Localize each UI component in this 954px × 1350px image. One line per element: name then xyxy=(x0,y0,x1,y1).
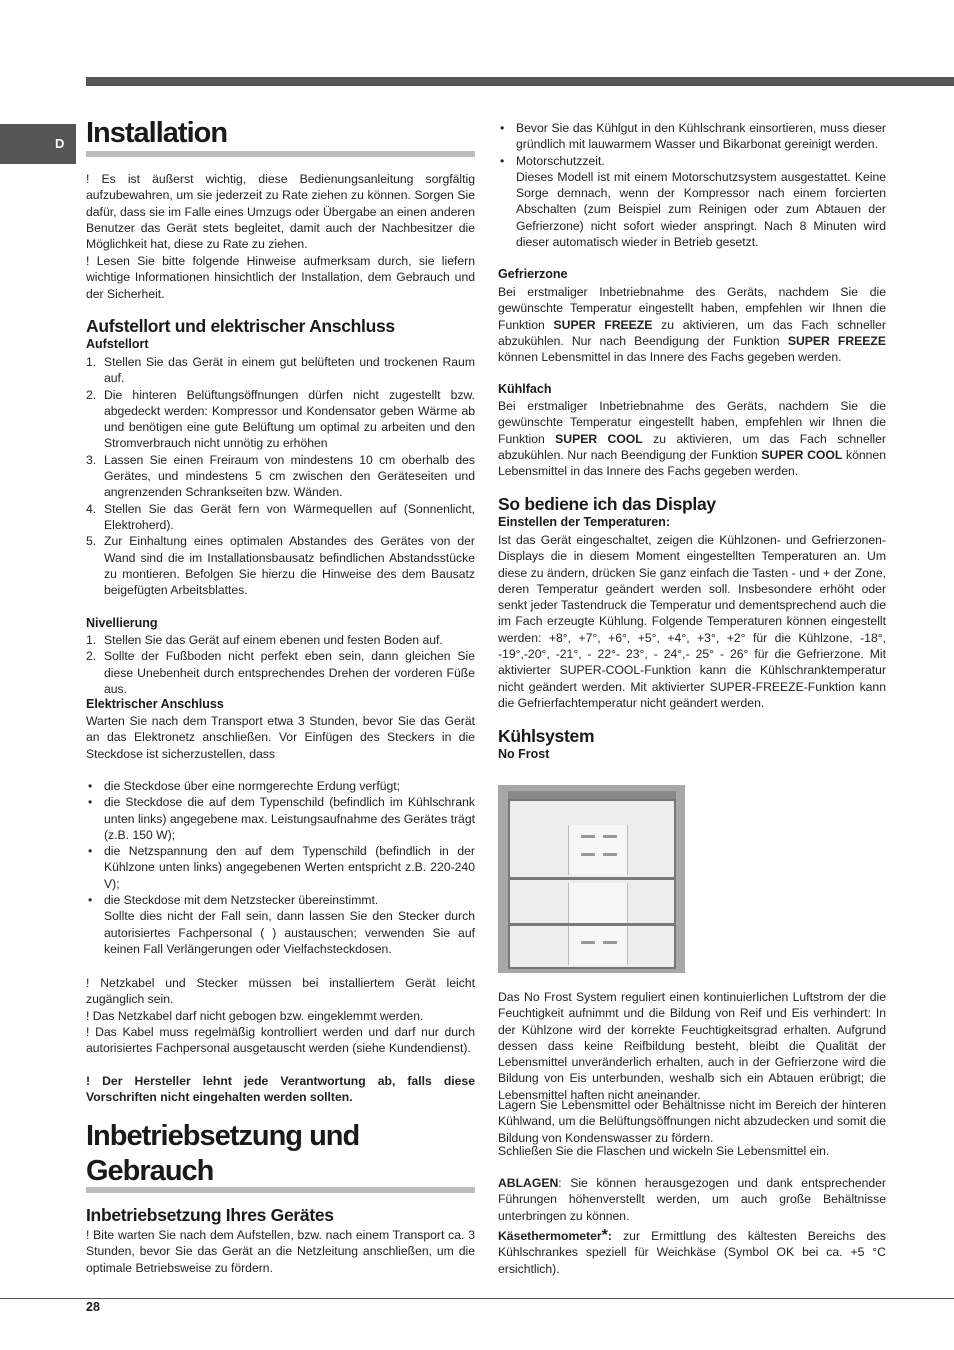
fridge-interior-illustration xyxy=(498,785,685,973)
warning-1: ! Netzkabel und Stecker müssen bei installiertem Gerät leicht zugänglich sein. xyxy=(86,976,475,1007)
shelf xyxy=(510,923,674,926)
list-item: 1. Stellen Sie das Gerät auf einem ebenen und festen Boden auf. xyxy=(86,633,443,647)
super-freeze-label: SUPER FREEZE xyxy=(553,317,653,332)
bullet-item: • Motorschutzzeit. Dieses Modell ist mit einem Motorschutzsystem ausgestattet. Keine Sorge demnach, wenn der Kompressor nach einem forcierten Abschalten (zum Beispiel zum Reinigen oder zum Abtauen der Gefrierzone) nicht sofort wieder anspringt. Nach 8 Minuten wird dieser automatisch wieder in Betrieb gesetzt. xyxy=(500,153,886,250)
nofrost-paragraph-3: Schließen Sie die Flaschen und wickeln Sie Lebensmittel ein. xyxy=(498,1144,830,1158)
warning-4: ! Der Hersteller lehnt jede Verantwortung ab, falls diese Vorschriften nicht eingehalten werden sollten. xyxy=(86,1074,475,1105)
section-heading-aufstellort: Aufstellort und elektrischer Anschluss xyxy=(86,316,395,336)
language-tab: D xyxy=(0,124,76,164)
intro-paragraph-1: ! Es ist äußerst wichtig, diese Bedienungsanleitung sorgfältig aufzubewahren, um sie jederzeit zu Rate ziehen zu können. Sorgen Sie dafür, dass sie im Falle eines Umzugs oder Übergabe an einen anderen Benutzer das Gerät stets begleitet, damit auch der Nachbesitzer die Möglichkeit hat, diese zu Rate zu ziehen. xyxy=(86,172,475,252)
temperaturen-paragraph: Ist das Gerät eingeschaltet, zeigen die Kühlzonen- und Gefrierzonen-Displays die in diesem Moment eingestellten Temperaturen an. Um diese zu ändern, drücken Sie ganz einfach die Tasten - und + der Zone, deren Temperatur geändert werden soll. Insbesondere erhöht oder senkt jeder Tastendruck die Temperatur und dementsprechend auch die im Fach erzeugte Kühlung. Folgende Temperaturen können eingestellt werden: +8°, +7°, +6°, +5°, +4°, +3°, +2° für die Kühlzone, -18°, -19°,-20°, -21°, - 22°- 23°, - 24°,- 25° - 26° für die Gefrierzone. Mit aktivierter SUPER-COOL-Funktion kann die Kühlschranktemperatur nicht geändert werden. Mit aktivierter SUPER-FREEZE-Funktion kann die Gefrierfachtemperatur nicht geändert werden. xyxy=(498,533,886,710)
aufstellort-list xyxy=(86,354,475,598)
gefrierzone-paragraph: Bei erstmaliger Inbetriebnahme des Geräts, nachdem Sie die gewünschte Temperatur eingestellt haben, empfehlen wir Ihnen die Funktion SUPER FREEZE zu aktivieren, um das Fach schneller abzukühlen. Nur nach Beendigung der Funktion SUPER FREEZE können Lebensmittel in das Innere des Fachs gegeben werden. xyxy=(498,285,886,365)
list-item: 4. Stellen Sie das Gerät fern von Wärmequellen auf (Sonnenlicht, Elektroherd). xyxy=(86,501,475,532)
title-rule-2 xyxy=(86,1187,475,1193)
bullet-item: • Bevor Sie das Kühlgut in den Kühlschrank einsortieren, muss dieser gründlich mit lauwarmem Wasser und Bikarbonat gereinigt werden. xyxy=(500,121,886,152)
bullet-item: • die Steckdose über eine normgerechte Erdung verfügt; xyxy=(88,779,401,793)
nofrost-paragraph-2: Lagern Sie Lebensmittel oder Behältnisse nicht im Bereich der hinteren Kühlwand, um die Belüftungsöffnungen nicht abzudecken und somit die Bildung von Kondenswasser zu fördern. xyxy=(498,1098,886,1145)
list-item: 3. Lassen Sie einen Freiraum von mindestens 10 cm oberhalb des Gerätes, und mindestens 5 cm zwischen den Geräteseiten und angrenzenden Schrankseiten bzw. Wänden. xyxy=(86,452,475,500)
footer-rule xyxy=(0,1298,954,1299)
ablagen-label: ABLAGEN xyxy=(498,1176,559,1190)
page-number: 28 xyxy=(86,1300,100,1314)
subheading-elektrischer-anschluss: Elektrischer Anschluss xyxy=(86,697,224,711)
bullet-item: • die Steckdose die auf dem Typenschild (befindlich im Kühlschrank unten links) angegebene max. Leistungsaufnahme des Gerätes trägt (z.B. 150 W); xyxy=(88,795,475,842)
nivellierung-list xyxy=(86,632,475,697)
page-title: Installation xyxy=(86,117,228,149)
section-title-line-1: Inbetriebsetzung und xyxy=(86,1120,360,1152)
super-cool-label: SUPER COOL xyxy=(555,431,643,446)
warning-2: ! Das Netzkabel darf nicht gebogen bzw. eingeklemmt werden. xyxy=(86,1009,424,1023)
list-item: 5. Zur Einhaltung eines optimalen Abstandes des Gerätes von der Wand sind die im Installationsbausatz befindlichen Abstandsstücke zu montieren. Befolgen Sie hierzu die Hinweise des dem Bausatz beigefügten Arbeitsblattes. xyxy=(86,534,475,598)
super-freeze-label: SUPER FREEZE xyxy=(787,333,886,348)
list-item: 2. Die hinteren Belüftungsöffnungen dürfen nicht zugestellt bzw. abgedeckt werden: Kompressor und Kondensator geben Wärme ab und benötigen eine gute Belüftung um optimal zu arbeiten und den Stromverbrauch nicht unnötig zu erhöhen xyxy=(86,387,475,451)
subheading-no-frost: No Frost xyxy=(498,747,550,761)
list-item: 2. Sollte der Fußboden nicht perfekt eben sein, dann gleichen Sie diese Unebenheit durch entsprechendes Drehen der vorderen Füße aus. xyxy=(86,649,475,696)
warning-3: ! Das Kabel muss regelmäßig kontrolliert werden und darf nur durch autorisiertes Fachpersonal ausgetauscht werden (siehe Kundendienst). xyxy=(86,1025,475,1056)
section-title-line-2: Gebrauch xyxy=(86,1155,214,1187)
inbetriebsetzung-paragraph: ! Bite warten Sie nach dem Aufstellen, bzw. nach einem Transport ca. 3 Stunden, bevor Sie das Gerät an die Netzleitung anschließen, um die optimale Betriebsweise zu fördern. xyxy=(86,1228,475,1275)
top-bar xyxy=(86,77,954,86)
kuehlfach-paragraph: Bei erstmaliger Inbetriebnahme des Geräts, nachdem Sie die gewünschte Temperatur eingestellt haben, empfehlen wir Ihnen die Funktion SUPER COOL zu aktivieren, um das Fach schneller abzukühlen. Nur nach Beendigung der Funktion SUPER COOL können Lebensmittel in das Innere des Fachs gegeben werden. xyxy=(498,399,886,479)
shelf xyxy=(510,877,674,880)
right-bullets xyxy=(498,120,886,250)
section-heading-kuehlsystem: Kühlsystem xyxy=(498,726,595,746)
elektrisch-bullets xyxy=(86,778,475,957)
nofrost-paragraph-1: Das No Frost System reguliert einen kontinuierlichen Luftstrom der die Feuchtigkeit aufnimmt und die Bildung von Reif und Eis verhindert: In der Kühlzone wird der korrekte Feuchtigkeitsgrad erhalten. Aufgrund dessen dass keine Reifbildung besteht, bleibt die Qualität der Lebensmittel unveränderlich erhalten, auch in der Gefrierzone wird die Bildung von Eis unterbunden, weshalb sich ein Abtauen erübrigt; die Lebensmittel haften nicht aneinander. xyxy=(498,990,886,1102)
ablagen-paragraph: ABLAGEN: Sie können herausgezogen und dank entsprechender Führungen höhenverstellt werden, um auch große Behältnisse unterbringen zu können. xyxy=(498,1176,886,1223)
section-heading-inbetriebsetzung-geraet: Inbetriebsetzung Ihres Gerätes xyxy=(86,1205,334,1225)
kaesethermometer-paragraph: Käsethermometer*: zur Ermittlung des kältesten Bereichs des Kühlschrankes speziell für Weichkäse (Symbol OK bei ca. +5 °C ersichtlich). xyxy=(498,1227,886,1276)
list-item: 1. Stellen Sie das Gerät in einem gut belüfteten und trockenen Raum auf. xyxy=(86,355,475,386)
title-rule xyxy=(86,151,475,157)
section-title-inbetriebsetzung xyxy=(86,1119,359,1189)
section-heading-display: So bediene ich das Display xyxy=(498,494,716,514)
intro-paragraph-2: ! Lesen Sie bitte folgende Hinweise aufmerksam durch, sie liefern wichtige Informationen hinsichtlich der Installation, dem Gebrauch und der Sicherheit. xyxy=(86,254,475,301)
subheading-nivellierung: Nivellierung xyxy=(86,616,158,630)
bullet-item: • die Steckdose mit dem Netzstecker übereinstimmt. Sollte dies nicht der Fall sein, dann lassen Sie den Stecker durch autorisiertes Fachpersonal ( ) austauschen; verwenden Sie auf keinen Fall Verlängerungen oder Vielfachsteckdosen. xyxy=(88,893,475,956)
subheading-aufstellort: Aufstellort xyxy=(86,337,149,351)
subheading-temperaturen: Einstellen der Temperaturen: xyxy=(498,515,671,529)
kaesethermometer-label: Käsethermometer xyxy=(498,1229,602,1243)
super-cool-label: SUPER COOL xyxy=(761,447,843,462)
elektrisch-paragraph: Warten Sie nach dem Transport etwa 3 Stunden, bevor Sie das Gerät an das Elektronetz anschließen. Vor Einfügen des Steckers in die Steckdose ist sicherzustellen, dass xyxy=(86,714,475,761)
subheading-kuehlfach: Kühlfach xyxy=(498,382,552,396)
bullet-item: • die Netzspannung den auf dem Typenschild (befindlich in der Kühlzone unten links) angegebenen Werten entspricht z.B. 220-240 V); xyxy=(88,844,475,891)
subheading-gefrierzone: Gefrierzone xyxy=(498,267,568,281)
